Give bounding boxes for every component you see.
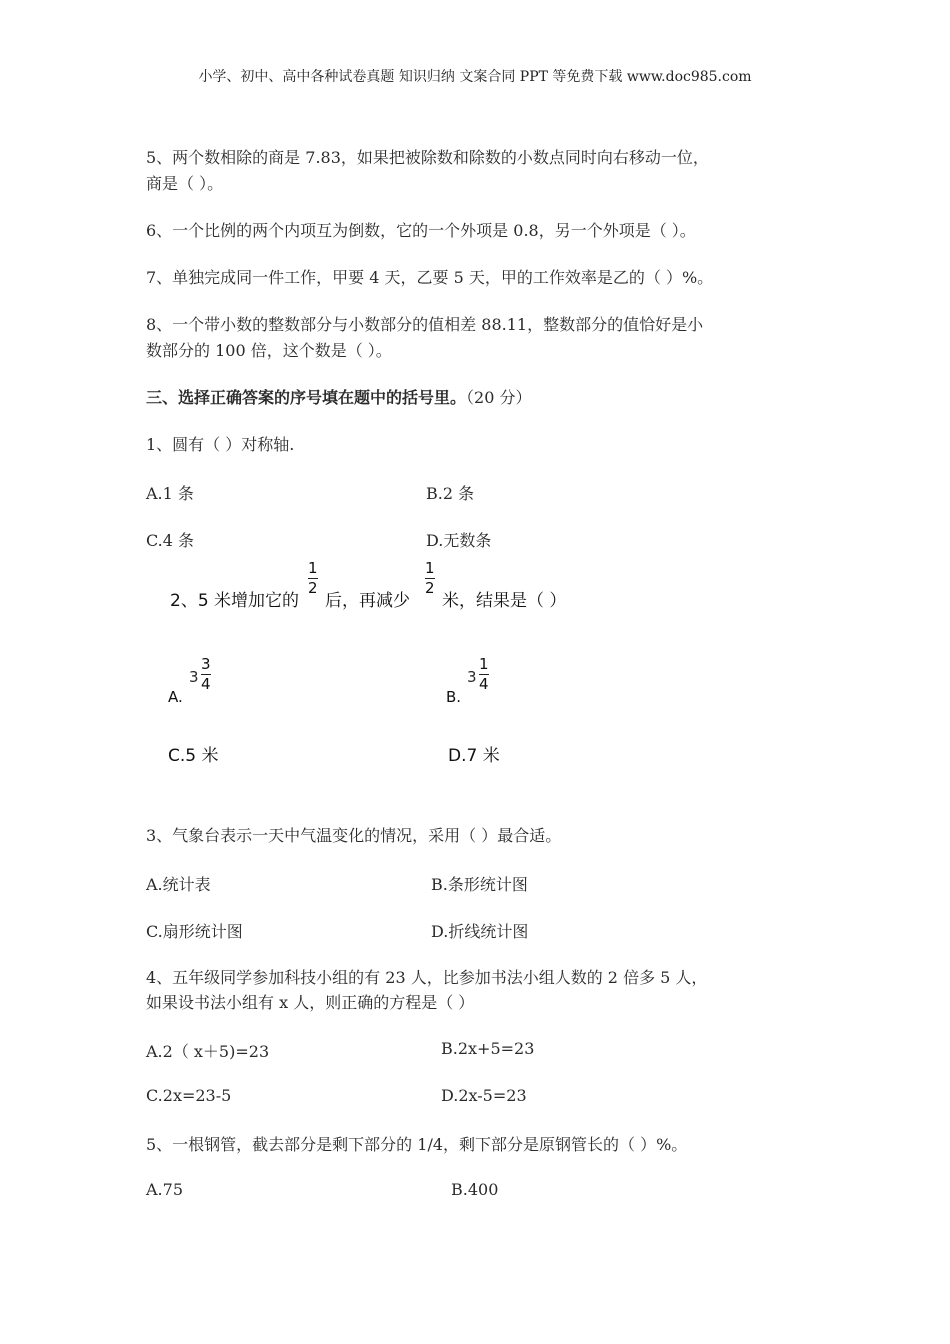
choice-q4-line1: 4、五年级同学参加科技小组的有 23 人，比参加书法小组人数的 2 倍多 5 人， (146, 968, 708, 987)
fill-q5-line2: 商是（ ）。 (146, 174, 224, 193)
choice-q2-fraction-2 (425, 561, 435, 596)
choice-q2-option-b-label: B. (446, 688, 462, 706)
fill-q6: 6、一个比例的两个内项互为倒数，它的一个外项是 0.8，另一个外项是（ ）。 (146, 221, 696, 240)
choice-q4-option-d: D.2x-5=23 (441, 1086, 527, 1105)
choice-q2-option-c: C.5 米 (168, 746, 219, 766)
choice-q1-option-b: B.2 条 (426, 484, 475, 503)
fill-q7: 7、单独完成同一件工作，甲要 4 天，乙要 5 天，甲的工作效率是乙的（ ）%。 (146, 268, 714, 287)
choice-q2-part3: 米，结果是（ ） (442, 591, 567, 611)
section-3-title: 三、选择正确答案的序号填在题中的括号里。 (146, 388, 467, 407)
choice-q2-option-b-whole: 3 (467, 668, 477, 686)
fill-q8-line2: 数部分的 100 倍，这个数是（ ）。 (146, 341, 392, 360)
fraction-numerator: 3 (201, 655, 211, 673)
choice-q4-option-c: C.2x=23-5 (146, 1086, 232, 1105)
fill-q5-line1: 5、两个数相除的商是 7.83，如果把被除数和除数的小数点同时向右移动一位， (146, 148, 709, 167)
fraction-numerator: 1 (308, 559, 318, 577)
choice-q3-option-c: C.扇形统计图 (146, 922, 243, 941)
choice-q2-option-a-whole: 3 (189, 668, 199, 686)
choice-q2-option-b-fraction (479, 657, 489, 692)
page-header: 小学、初中、高中各种试卷真题 知识归纳 文案合同 PPT 等免费下载 www.doc985.com (198, 69, 752, 85)
choice-q3-option-d: D.折线统计图 (431, 922, 529, 941)
choice-q2-option-d: D.7 米 (448, 746, 500, 766)
choice-q1-option-a: A.1 条 (146, 484, 194, 503)
choice-q2-option-a-fraction (201, 657, 211, 692)
choice-q3-option-a: A.统计表 (146, 875, 211, 894)
fraction-denominator: 2 (308, 579, 318, 597)
fraction-numerator: 1 (425, 559, 435, 577)
choice-q2-option-a-label: A. (168, 688, 183, 706)
choice-q4-option-b: B.2x+5=23 (441, 1039, 535, 1058)
section-3-score: （20 分） (466, 388, 532, 407)
choice-q4-line2: 如果设书法小组有 x 人，则正确的方程是（ ） (146, 993, 475, 1012)
fraction-denominator: 4 (201, 675, 211, 693)
choice-q1: 1、圆有（ ）对称轴. (146, 435, 295, 454)
section-3-heading (146, 386, 531, 410)
fraction-numerator: 1 (479, 655, 489, 673)
choice-q1-option-c: C.4 条 (146, 531, 195, 550)
choice-q4-option-a: A.2（ x＋5)=23 (146, 1042, 270, 1061)
choice-q2-part2: 后，再减少 (325, 591, 410, 611)
choice-q3-option-b: B.条形统计图 (431, 875, 528, 894)
choice-q5: 5、一根钢管，截去部分是剩下部分的 1/4，剩下部分是原钢管长的（ ）%。 (146, 1135, 688, 1154)
choice-q3: 3、气象台表示一天中气温变化的情况，采用（ ）最合适。 (146, 826, 562, 845)
choice-q5-option-a: A.75 (146, 1180, 183, 1199)
fill-q8-line1: 8、一个带小数的整数部分与小数部分的值相差 88.11，整数部分的值恰好是小 (146, 315, 704, 334)
fraction-denominator: 2 (425, 579, 435, 597)
choice-q2-part1: 2、5 米增加它的 (170, 591, 300, 611)
choice-q1-option-d: D.无数条 (426, 531, 492, 550)
choice-q2-fraction-1 (308, 561, 318, 596)
fraction-denominator: 4 (479, 675, 489, 693)
choice-q5-option-b: B.400 (451, 1180, 499, 1199)
